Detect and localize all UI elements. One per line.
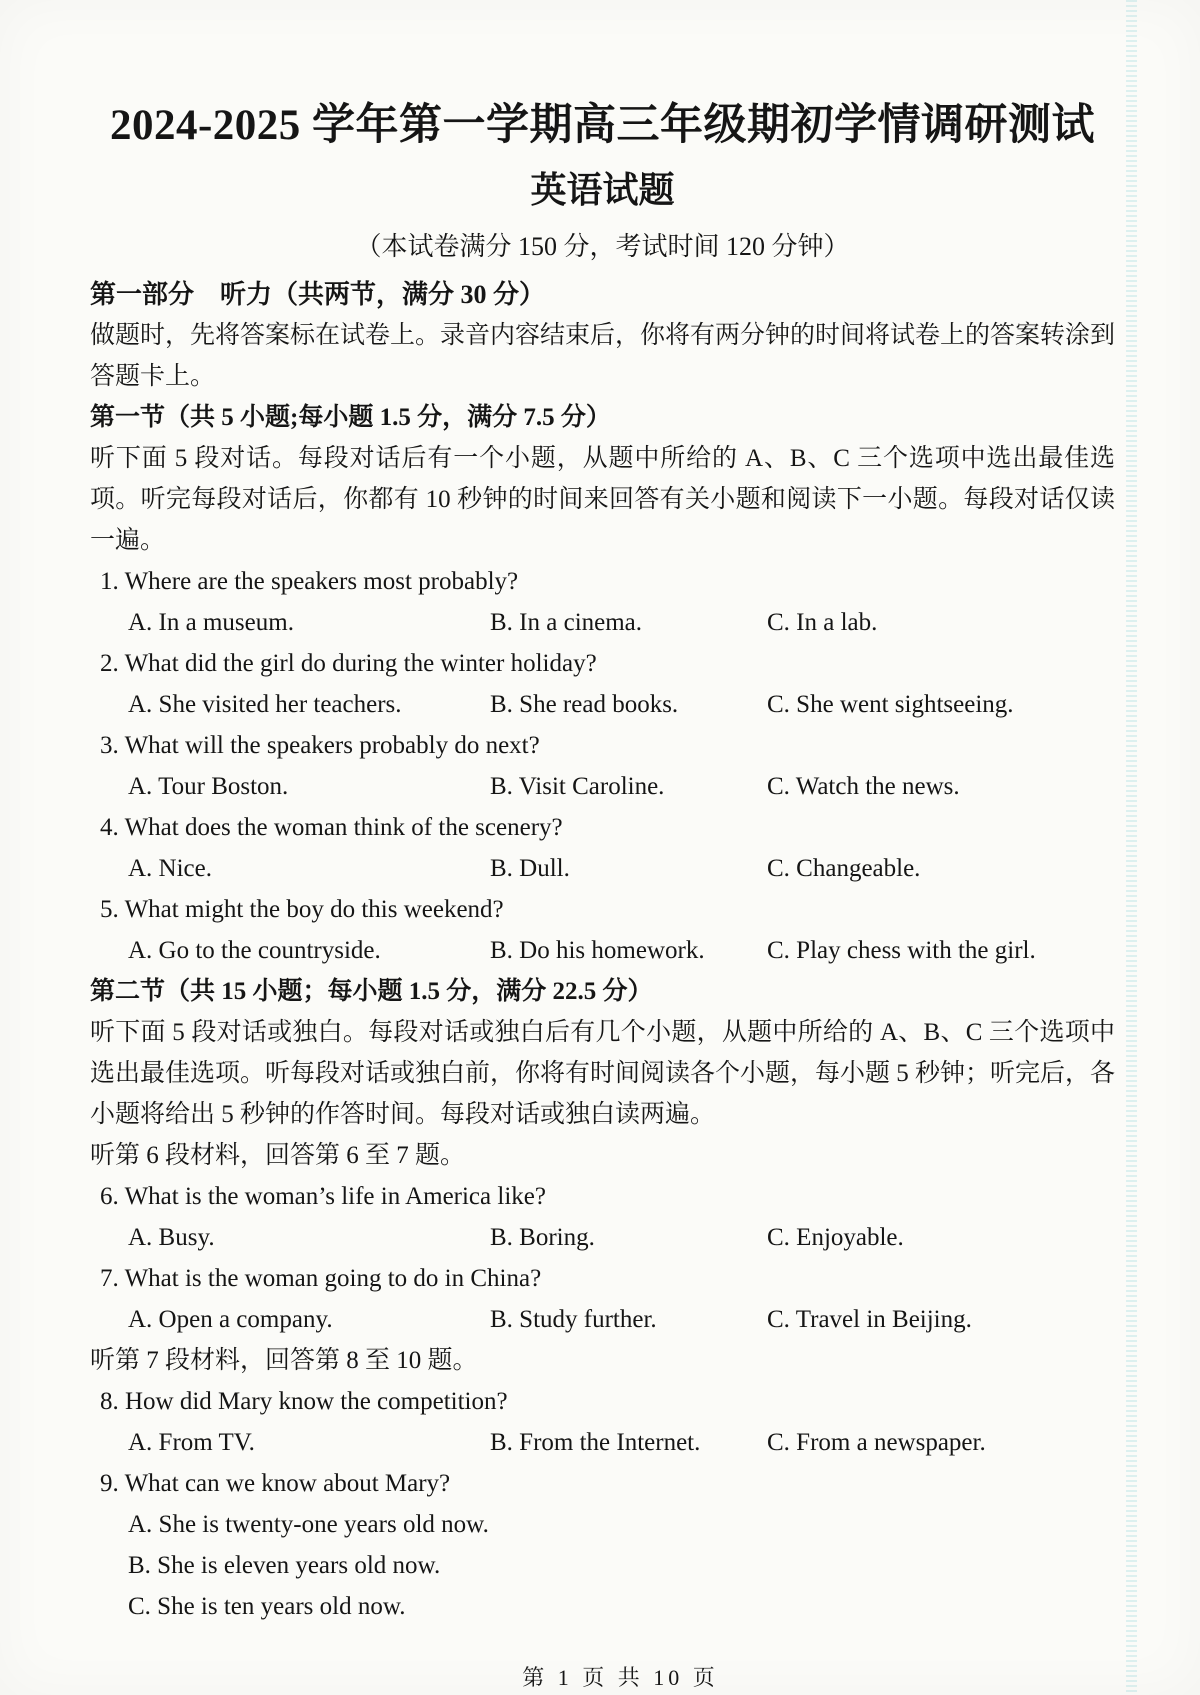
option-c: C. Changeable. bbox=[767, 855, 921, 882]
question-stem: What can we know about Mary? bbox=[124, 1470, 451, 1497]
question-number: 1. bbox=[100, 568, 119, 595]
question-stem: What might the boy do this weekend? bbox=[124, 896, 504, 923]
option-a: A. Open a company. bbox=[128, 1306, 333, 1333]
exam-title: 2024-2025 学年第一学期高三年级期初学情调研测试 bbox=[109, 102, 1096, 149]
option-a: A. She is twenty-one years old now. bbox=[128, 1511, 489, 1538]
question-3 bbox=[90, 725, 1115, 807]
option-a: A. She visited her teachers. bbox=[128, 691, 402, 718]
subject-title: 英语试题 bbox=[530, 170, 675, 210]
page-content bbox=[0, 100, 1200, 1693]
question-7-options bbox=[128, 1299, 1115, 1340]
option-b: B. Dull. bbox=[490, 855, 570, 882]
exam-info-line: （本试卷满分 150 分，考试时间 120 分钟） bbox=[355, 232, 850, 261]
question-7-text bbox=[100, 1258, 1115, 1299]
material-7-note: 听第 7 段材料，回答第 8 至 10 题。 bbox=[90, 1347, 478, 1374]
question-5-text bbox=[100, 889, 1115, 930]
question-6-text bbox=[100, 1176, 1115, 1217]
question-9-text bbox=[100, 1463, 1115, 1504]
option-c: C. Watch the news. bbox=[767, 773, 960, 800]
question-1-text bbox=[100, 561, 1115, 602]
question-3-options bbox=[128, 766, 1115, 807]
option-c: C. Enjoyable. bbox=[767, 1224, 904, 1251]
option-c: C. She is ten years old now. bbox=[128, 1593, 406, 1620]
question-4 bbox=[90, 807, 1115, 889]
question-number: 3. bbox=[100, 732, 119, 759]
option-b: B. Study further. bbox=[490, 1306, 657, 1333]
option-a: A. From TV. bbox=[128, 1429, 255, 1456]
question-1-options bbox=[128, 602, 1115, 643]
question-2 bbox=[90, 643, 1115, 725]
question-stem: Where are the speakers most probably? bbox=[124, 568, 519, 595]
part1-instructions: 做题时，先将答案标在试卷上。录音内容结束后，你将有两分钟的时间将试卷上的答案转涂到答题卡上。 bbox=[90, 322, 1116, 390]
section1-instructions: 听下面 5 段对话。每段对话后有一个小题，从题中所给的 A、B、C 三个选项中选出最佳选项。听完每段对话后，你都有 10 秒钟的时间来回答有关小题和阅读下一小题。每段对话仅读一遍。 bbox=[90, 445, 1115, 554]
option-c: C. From a newspaper. bbox=[767, 1429, 986, 1456]
section2-heading: 第二节（共 15 小题；每小题 1.5 分，满分 22.5 分） bbox=[90, 978, 653, 1005]
question-stem: What will the speakers probably do next? bbox=[124, 732, 540, 759]
option-a: A. Nice. bbox=[128, 855, 212, 882]
question-stem: What did the girl do during the winter holiday? bbox=[124, 650, 597, 677]
question-2-options bbox=[128, 684, 1115, 725]
question-4-options bbox=[128, 848, 1115, 889]
question-number: 2. bbox=[100, 650, 119, 677]
section1-heading: 第一节（共 5 小题;每小题 1.5 分，满分 7.5 分） bbox=[90, 404, 611, 431]
option-a: A. Go to the countryside. bbox=[128, 937, 381, 964]
option-b: B. Do his homework. bbox=[490, 937, 705, 964]
question-8 bbox=[90, 1381, 1115, 1463]
question-number: 6. bbox=[100, 1183, 119, 1210]
question-9 bbox=[90, 1463, 1115, 1627]
question-number: 7. bbox=[100, 1265, 119, 1292]
option-a: A. In a museum. bbox=[128, 609, 294, 636]
page-number-footer: 第 1 页 共 10 页 bbox=[522, 1665, 719, 1690]
question-number: 9. bbox=[100, 1470, 119, 1497]
question-number: 5. bbox=[100, 896, 119, 923]
option-b: B. She is eleven years old now. bbox=[128, 1552, 441, 1579]
question-number: 4. bbox=[100, 814, 119, 841]
question-1 bbox=[90, 561, 1115, 643]
option-c: C. She went sightseeing. bbox=[767, 691, 1014, 718]
option-b: B. Boring. bbox=[490, 1224, 595, 1251]
option-c: C. Play chess with the girl. bbox=[767, 937, 1036, 964]
option-c: C. Travel in Beijing. bbox=[767, 1306, 972, 1333]
option-a: A. Tour Boston. bbox=[128, 773, 289, 800]
option-c: C. In a lab. bbox=[767, 609, 878, 636]
question-7 bbox=[90, 1258, 1115, 1340]
question-stem: How did Mary know the competition? bbox=[125, 1388, 508, 1415]
question-stem: What is the woman’s life in America like? bbox=[124, 1183, 546, 1210]
question-2-text bbox=[100, 643, 1115, 684]
question-6 bbox=[90, 1176, 1115, 1258]
part1-heading: 第一部分 听力（共两节，满分 30 分） bbox=[90, 280, 546, 309]
question-9-options bbox=[128, 1504, 1115, 1627]
question-number: 8. bbox=[100, 1388, 119, 1415]
question-stem: What does the woman think of the scenery? bbox=[124, 814, 563, 841]
question-4-text bbox=[100, 807, 1115, 848]
material-6-note: 听第 6 段材料，回答第 6 至 7 题。 bbox=[90, 1142, 466, 1169]
option-b: B. She read books. bbox=[490, 691, 679, 718]
section2-instructions: 听下面 5 段对话或独白。每段对话或独白后有几个小题，从题中所给的 A、B、C 三个选项中选出最佳选项。听每段对话或独白前，你将有时间阅读各个小题，每小题 5 秒钟；听完后，各小题将给出 5 秒钟的作答时间。每段对话或独白读两遍。 bbox=[90, 1019, 1116, 1128]
option-a: A. Busy. bbox=[128, 1224, 215, 1251]
question-stem: What is the woman going to do in China? bbox=[124, 1265, 542, 1292]
question-8-options bbox=[128, 1422, 1115, 1463]
question-8-text bbox=[100, 1381, 1115, 1422]
option-b: B. Visit Caroline. bbox=[490, 773, 665, 800]
question-5 bbox=[90, 889, 1115, 971]
option-b: B. In a cinema. bbox=[490, 609, 643, 636]
question-3-text bbox=[100, 725, 1115, 766]
question-5-options bbox=[128, 930, 1115, 971]
option-b: B. From the Internet. bbox=[490, 1429, 701, 1456]
question-6-options bbox=[128, 1217, 1115, 1258]
